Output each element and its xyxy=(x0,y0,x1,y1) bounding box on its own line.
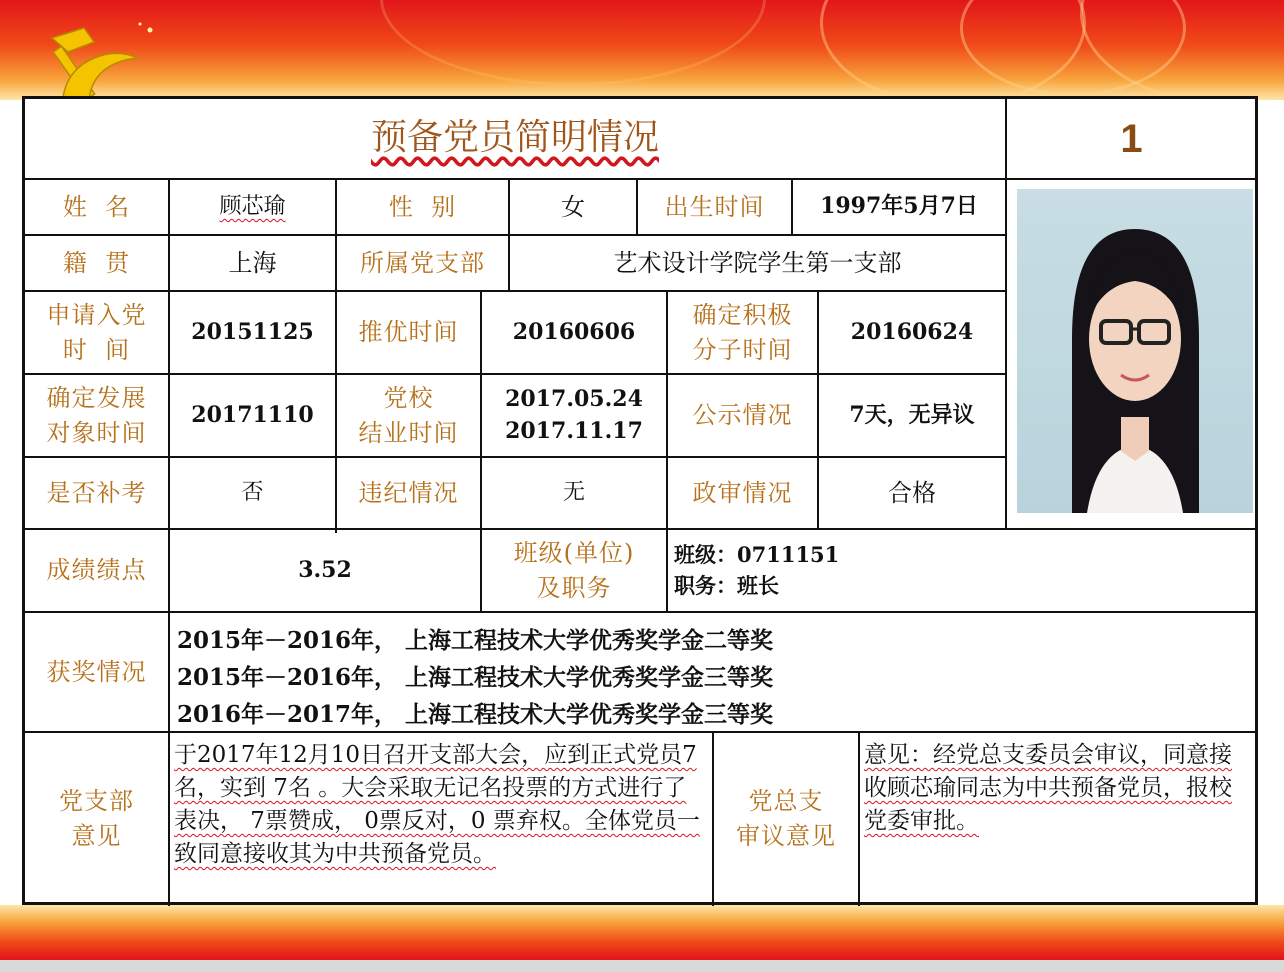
party-branch-label: 所属党支部 xyxy=(360,248,485,277)
party-school-label-line2: 结业时间 xyxy=(358,418,459,447)
class-position-label-line1: 班级(单位) xyxy=(513,538,635,567)
publicity-label: 公示情况 xyxy=(692,401,793,430)
publicity-value: 7天，无异议 xyxy=(849,401,975,428)
makeup-exam-label: 是否补考 xyxy=(46,478,147,507)
gender-value: 女 xyxy=(561,192,585,221)
name-label: 姓 名 xyxy=(62,192,131,221)
branch-opinion-label-line1: 党支部 xyxy=(59,787,134,816)
develop-time-label-line1: 确定发展 xyxy=(46,383,147,412)
apply-time-value: 20151125 xyxy=(191,318,314,345)
position-value: 职务：班长 xyxy=(674,572,779,598)
party-branch-value: 艺术设计学院学生第一支部 xyxy=(613,248,902,277)
discipline-label: 违纪情况 xyxy=(358,478,459,507)
birth-label: 出生时间 xyxy=(664,192,765,221)
activist-time-label-line2: 分子时间 xyxy=(692,335,793,364)
party-school-label-line1: 党校 xyxy=(383,383,434,412)
native-place-label: 籍 贯 xyxy=(62,248,131,277)
award-item: 2015年－2016年， 上海工程技术大学优秀奖学金二等奖 xyxy=(177,626,774,654)
discipline-value: 无 xyxy=(562,480,585,506)
political-review-value: 合格 xyxy=(888,478,936,507)
awards-list xyxy=(173,618,1257,736)
apply-time-label-line1: 申请入党 xyxy=(46,300,147,329)
birth-value: 1997年5月7日 xyxy=(820,193,978,220)
member-info-card xyxy=(22,96,1258,905)
general-branch-opinion-text: 意见：经党总支委员会审议，同意接收顾芯瑜同志为中共预备党员，报校党委审批。 xyxy=(864,742,1232,834)
class-value: 班级：0711151 xyxy=(674,542,840,568)
develop-time-label-line2: 对象时间 xyxy=(46,418,147,447)
general-branch-label-line2: 审议意见 xyxy=(736,822,836,850)
gender-label: 性 别 xyxy=(388,192,457,221)
makeup-exam-value: 否 xyxy=(241,480,264,506)
award-item: 2015年－2016年， 上海工程技术大学优秀奖学金三等奖 xyxy=(177,663,774,691)
party-school-value-line2: 2017.11.17 xyxy=(505,417,643,444)
native-place-value: 上海 xyxy=(228,248,277,277)
page-number: 1 xyxy=(1120,116,1143,161)
bottom-banner xyxy=(0,905,1284,972)
recommend-time-value: 20160606 xyxy=(512,318,636,345)
general-branch-label-line1: 党总支 xyxy=(748,787,824,816)
page-title: 预备党员简明情况 xyxy=(370,117,659,159)
recommend-time-label: 推优时间 xyxy=(358,318,459,347)
award-item: 2016年－2017年， 上海工程技术大学优秀奖学金三等奖 xyxy=(177,700,774,728)
gpa-label: 成绩绩点 xyxy=(46,556,147,585)
branch-opinion-label-line2: 意见 xyxy=(71,822,122,850)
name-value: 顾芯瑜 xyxy=(219,194,286,220)
activist-time-value: 20160624 xyxy=(850,318,974,345)
member-photo xyxy=(1017,189,1253,513)
apply-time-label-line2: 时 间 xyxy=(62,335,131,364)
party-school-value-line1: 2017.05.24 xyxy=(505,385,643,412)
gpa-value: 3.52 xyxy=(298,556,352,583)
political-review-label: 政审情况 xyxy=(692,478,793,507)
awards-label: 获奖情况 xyxy=(46,657,147,686)
class-position-label-line2: 及职务 xyxy=(536,573,612,602)
develop-time-value: 20171110 xyxy=(191,401,314,428)
top-banner xyxy=(0,0,1284,100)
activist-time-label-line1: 确定积极 xyxy=(692,300,793,329)
branch-opinion-text: 于2017年12月10日召开支部大会，应到正式党员7名，实到 7名 。大会采取无记名投票的方式进行了表决， 7票赞成， 0票反对，0 票弃权。全体党员一致同意接收其为中共预备党员。 xyxy=(174,742,700,867)
